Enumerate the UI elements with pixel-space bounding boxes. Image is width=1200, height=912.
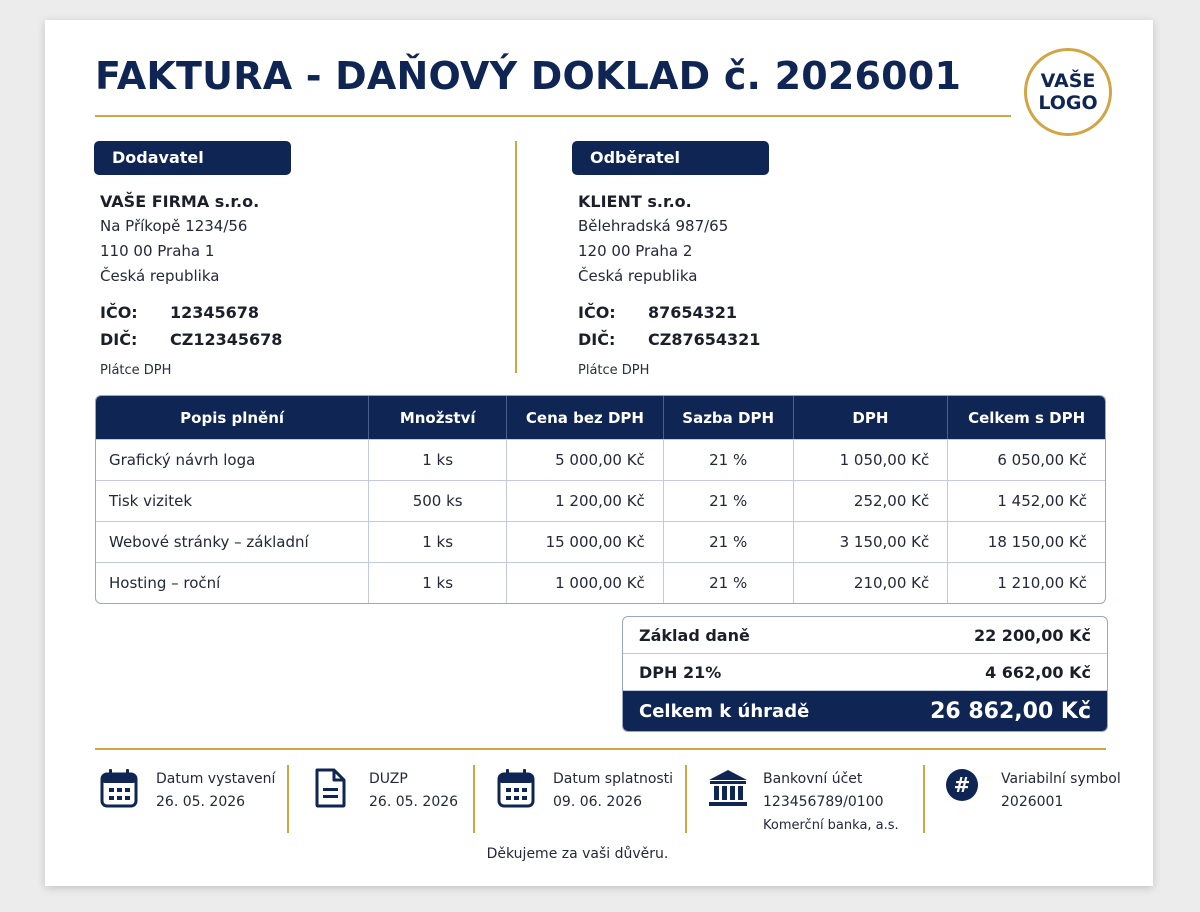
bank-account-block [707,768,899,838]
footer-separator [287,765,289,833]
cell-description: Hosting – roční [96,562,369,603]
cell-total: 1 210,00 Kč [948,562,1105,603]
supplier-city: 110 00 Praha 1 [100,242,215,260]
supplier-ico-value: 12345678 [170,303,260,322]
cell-price-net: 15 000,00 Kč [507,521,664,562]
col-header-vat: DPH [794,396,949,439]
issue-date-block [100,768,275,838]
customer-dic-label: DIČ: [578,330,616,349]
cell-quantity: 1 ks [369,562,507,603]
title-divider [95,115,1011,117]
variable-symbol-block [945,768,1121,838]
cell-total: 6 050,00 Kč [948,439,1105,480]
footer-divider [95,748,1106,750]
cell-quantity: 500 ks [369,480,507,521]
cell-vat: 3 150,00 Kč [794,521,949,562]
thank-you-note: Děkujeme za vaši důvěru. [486,846,669,862]
cell-vat-rate: 21 % [664,562,794,603]
invoice-title: FAKTURA - DAŇOVÝ DOKLAD č. 2026001 [95,54,962,98]
customer-block [572,141,952,378]
variable-symbol-label: Variabilní symbol [1001,771,1121,787]
invoice-page [45,20,1153,886]
summary-vat-value: 4 662,00 Kč [985,662,1091,682]
customer-heading: Odběratel [572,141,769,175]
cell-price-net: 5 000,00 Kč [507,439,664,480]
due-date-value: 09. 06. 2026 [553,794,643,810]
customer-ico-label: IČO: [578,303,616,322]
supplier-street: Na Příkopě 1234/56 [100,217,248,235]
summary-vat-row [623,654,1107,691]
due-date-label: Datum splatnosti [553,771,674,787]
party-divider [515,141,517,373]
summary-total-value: 26 862,00 Kč [930,698,1091,724]
footer-separator [923,765,925,833]
duzp-value: 26. 05. 2026 [369,794,459,810]
supplier-dic-label: DIČ: [100,330,138,349]
table-row [96,480,1105,521]
supplier-name: VAŠE FIRMA s.r.o. [100,192,260,211]
col-header-description: Popis plnění [96,396,369,439]
summary-vat-label: DPH 21% [639,662,722,682]
bank-account-label: Bankovní účet [763,771,863,787]
cell-total: 18 150,00 Kč [948,521,1105,562]
company-logo [1024,48,1112,136]
items-header-row [96,396,1105,439]
cell-description: Webové stránky – základní [96,521,369,562]
customer-dic-value: CZ87654321 [648,330,761,349]
supplier-block [94,141,474,378]
customer-vat-status: Plátce DPH [578,363,650,378]
cell-description: Grafický návrh loga [96,439,369,480]
supplier-dic [100,326,474,353]
customer-name: KLIENT s.r.o. [578,192,692,211]
summary-total-label: Celkem k úhradě [639,700,810,722]
bank-name: Komerční banka, a.s. [763,818,899,833]
hash-icon [945,768,985,838]
duzp-label: DUZP [369,771,408,787]
supplier-ico [100,299,474,326]
footer-separator [685,765,687,833]
col-header-price-net: Cena bez DPH [507,396,664,439]
supplier-ico-label: IČO: [100,303,138,322]
logo-line-2: LOGO [1038,92,1098,114]
summary-box [622,616,1108,732]
cell-description: Tisk vizitek [96,480,369,521]
issue-date-value: 26. 05. 2026 [156,794,246,810]
document-icon [313,768,353,838]
customer-street: Bělehradská 987/65 [578,217,729,235]
duzp-block [313,768,458,838]
cell-vat-rate: 21 % [664,521,794,562]
summary-base-row [623,617,1107,654]
customer-country: Česká republika [578,267,698,285]
variable-symbol-value: 2026001 [1001,794,1064,810]
customer-ico-value: 87654321 [648,303,738,322]
col-header-vat-rate: Sazba DPH [664,396,794,439]
cell-total: 1 452,00 Kč [948,480,1105,521]
bank-icon [707,768,747,838]
supplier-country: Česká republika [100,267,220,285]
svg-text:#: # [953,773,971,797]
cell-vat-rate: 21 % [664,439,794,480]
customer-ico [578,299,952,326]
cell-price-net: 1 200,00 Kč [507,480,664,521]
supplier-heading: Dodavatel [94,141,291,175]
calendar-icon [497,768,537,838]
supplier-dic-value: CZ12345678 [170,330,283,349]
cell-quantity: 1 ks [369,521,507,562]
due-date-block [497,768,673,838]
cell-quantity: 1 ks [369,439,507,480]
col-header-quantity: Množství [369,396,507,439]
cell-vat: 210,00 Kč [794,562,949,603]
supplier-vat-status: Plátce DPH [100,363,172,378]
calendar-icon [100,768,140,838]
summary-total-row [623,691,1107,731]
cell-vat: 1 050,00 Kč [794,439,949,480]
customer-dic [578,326,952,353]
bank-account-value: 123456789/0100 [763,794,884,810]
cell-vat-rate: 21 % [664,480,794,521]
footer-separator [473,765,475,833]
items-table [95,395,1106,604]
cell-price-net: 1 000,00 Kč [507,562,664,603]
table-row [96,521,1105,562]
col-header-total: Celkem s DPH [948,396,1105,439]
summary-base-label: Základ daně [639,625,750,645]
logo-line-1: VAŠE [1040,70,1096,92]
summary-base-value: 22 200,00 Kč [973,625,1091,645]
table-row [96,562,1105,603]
issue-date-label: Datum vystavení [156,771,276,787]
cell-vat: 252,00 Kč [794,480,949,521]
table-row [96,439,1105,480]
customer-city: 120 00 Praha 2 [578,242,693,260]
